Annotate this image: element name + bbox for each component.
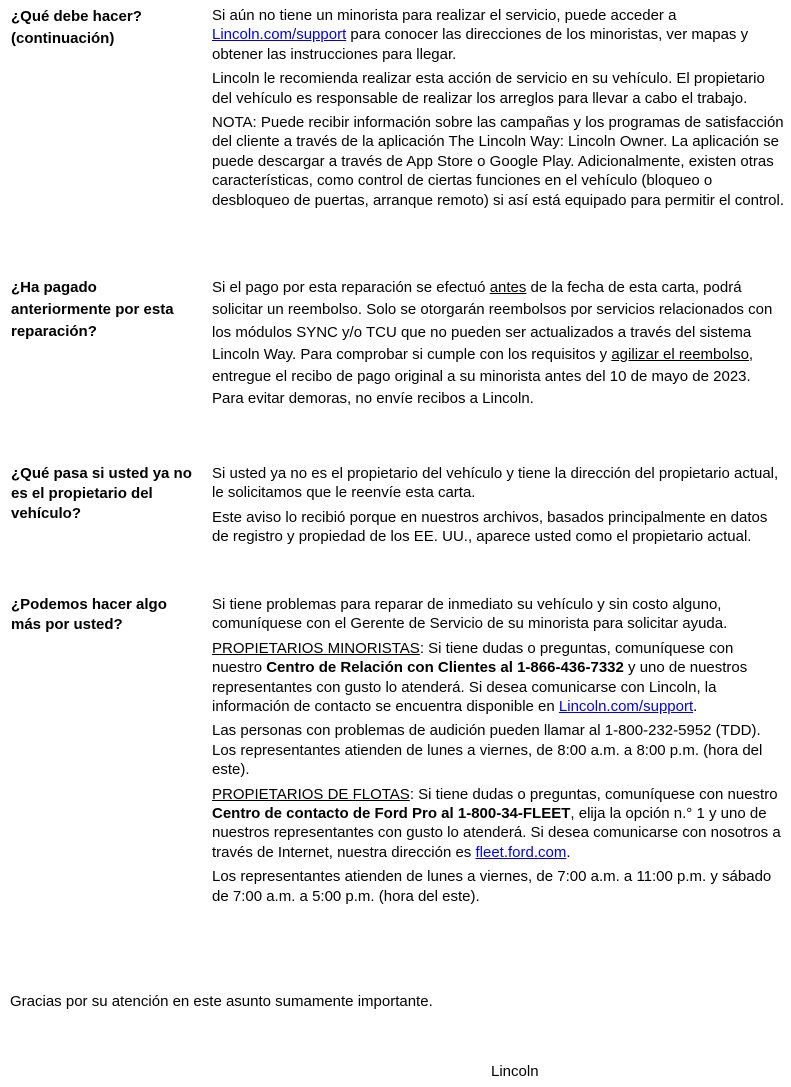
signature: Lincoln xyxy=(491,1063,539,1080)
lincoln-support-link[interactable]: Lincoln.com/support xyxy=(212,26,347,44)
paragraph: Si usted ya no es el propietario del vehículo y tiene la dirección del propietario actual, le solicitamos que le reenvíe esta carta. xyxy=(212,465,779,502)
tdd-paragraph: Las personas con problemas de audición pueden llamar al 1-800-232-5952 (TDD). Los representantes atienden de lunes a viernes, de 8:00 a.m. a 8:00 p.m. (hora del este). xyxy=(212,722,763,779)
paragraph: Lincoln le recomienda realizar esta acción de servicio en su vehículo. El propietario del vehículo es responsable de realizar los arreglos para llevar a cabo el trabajo. xyxy=(212,70,765,107)
paragraph: Si aún no tiene un minorista para realizar el servicio, puede acceder a Lincoln.com/support para conocer las direcciones de los minoristas, ver mapas y obtener las instrucciones para llegar. xyxy=(212,7,749,63)
underlined-before: antes xyxy=(489,279,527,296)
section-answer xyxy=(212,464,786,552)
closing-text: Gracias por su atención en este asunto sumamente importante. xyxy=(10,993,433,1010)
section-question: ¿Qué debe hacer? (continuación) xyxy=(11,8,142,47)
section-answer xyxy=(212,595,786,911)
section-answer xyxy=(212,6,786,215)
section-question: ¿Podemos hacer algo más por usted? xyxy=(11,596,167,633)
paragraph: Si el pago por esta reparación se efectuó antes de la fecha de esta carta, podrá solicitar un reembolso. Solo se otorgarán reembolsos por servicios relacionados con los módulos SYNC y/o TCU que no pueden ser actualizados a través del sistema Lincoln Way. Para comprobar si cumple con los requisitos y agilizar el reembolso, entregue el recibo de pago original a su minorista antes del 10 de mayo de 2023. Para evitar demoras, no envíe recibos a Lincoln. xyxy=(212,279,773,408)
fleet-owners-label: PROPIETARIOS DE FLOTAS xyxy=(212,785,410,803)
customer-relationship-center: Centro de Relación con Clientes al 1-866-436-7332 xyxy=(266,659,624,677)
retail-owners-label: PROPIETARIOS MINORISTAS xyxy=(212,639,420,657)
lincoln-support-link[interactable]: Lincoln.com/support xyxy=(558,698,694,716)
paragraph: Si tiene problemas para reparar de inmediato su vehículo y sin costo alguno, comuníquese con el Gerente de Servicio de su minorista para solicitar ayuda. xyxy=(212,596,728,633)
section-question: ¿Ha pagado anteriormente por esta reparación? xyxy=(11,279,174,340)
note-paragraph: NOTA: Puede recibir información sobre las campañas y los programas de satisfacción del cliente a través de la aplicación The Lincoln Way: Lincoln Owner. La aplicación se puede descargar a través de App Store o Google Play. Adicionalmente, existen otras características, como control de ciertas funciones en el vehículo (bloqueo o desbloqueo de puertas, arranque remoto) si así está equipado para permitir el control. xyxy=(212,114,784,209)
paragraph: Este aviso lo recibió porque en nuestros archivos, basados principalmente en datos de registro y propiedad de los EE. UU., aparece usted como el propietario actual. xyxy=(212,508,768,546)
hours-paragraph: Los representantes atienden de lunes a viernes, de 7:00 a.m. a 11:00 p.m. y sábado de 7:00 a.m. a 5:00 p.m. (hora del este). xyxy=(212,868,772,905)
section-question: ¿Qué pasa si usted ya no es el propietario del vehículo? xyxy=(11,465,192,522)
fleet-ford-link[interactable]: fleet.ford.com xyxy=(475,843,567,861)
fleet-owners-paragraph: PROPIETARIOS DE FLOTAS: Si tiene dudas o preguntas, comuníquese con nuestro Centro de contacto de Ford Pro al 1-800-34-FLEET, elija la opción n.° 1 y uno de nuestros representantes con gusto lo atenderá. Si desea comunicarse con nosotros a través de Internet, nuestra dirección es fleet.ford.com. xyxy=(212,785,781,861)
underlined-expedite: agilizar el reembolso xyxy=(611,345,749,363)
section-answer xyxy=(212,277,786,416)
retail-owners-paragraph: PROPIETARIOS MINORISTAS: Si tiene dudas o preguntas, comuníquese con nuestro Centro de Relación con Clientes al 1-866-436-7332 y uno de nuestros representantes con gusto lo atenderá. Si desea comunicarse con Lincoln, la información de contacto se encuentra disponible en Lincoln.com/support. xyxy=(212,639,748,716)
ford-pro-contact-center: Centro de contacto de Ford Pro al 1-800-34-FLEET xyxy=(212,805,571,823)
